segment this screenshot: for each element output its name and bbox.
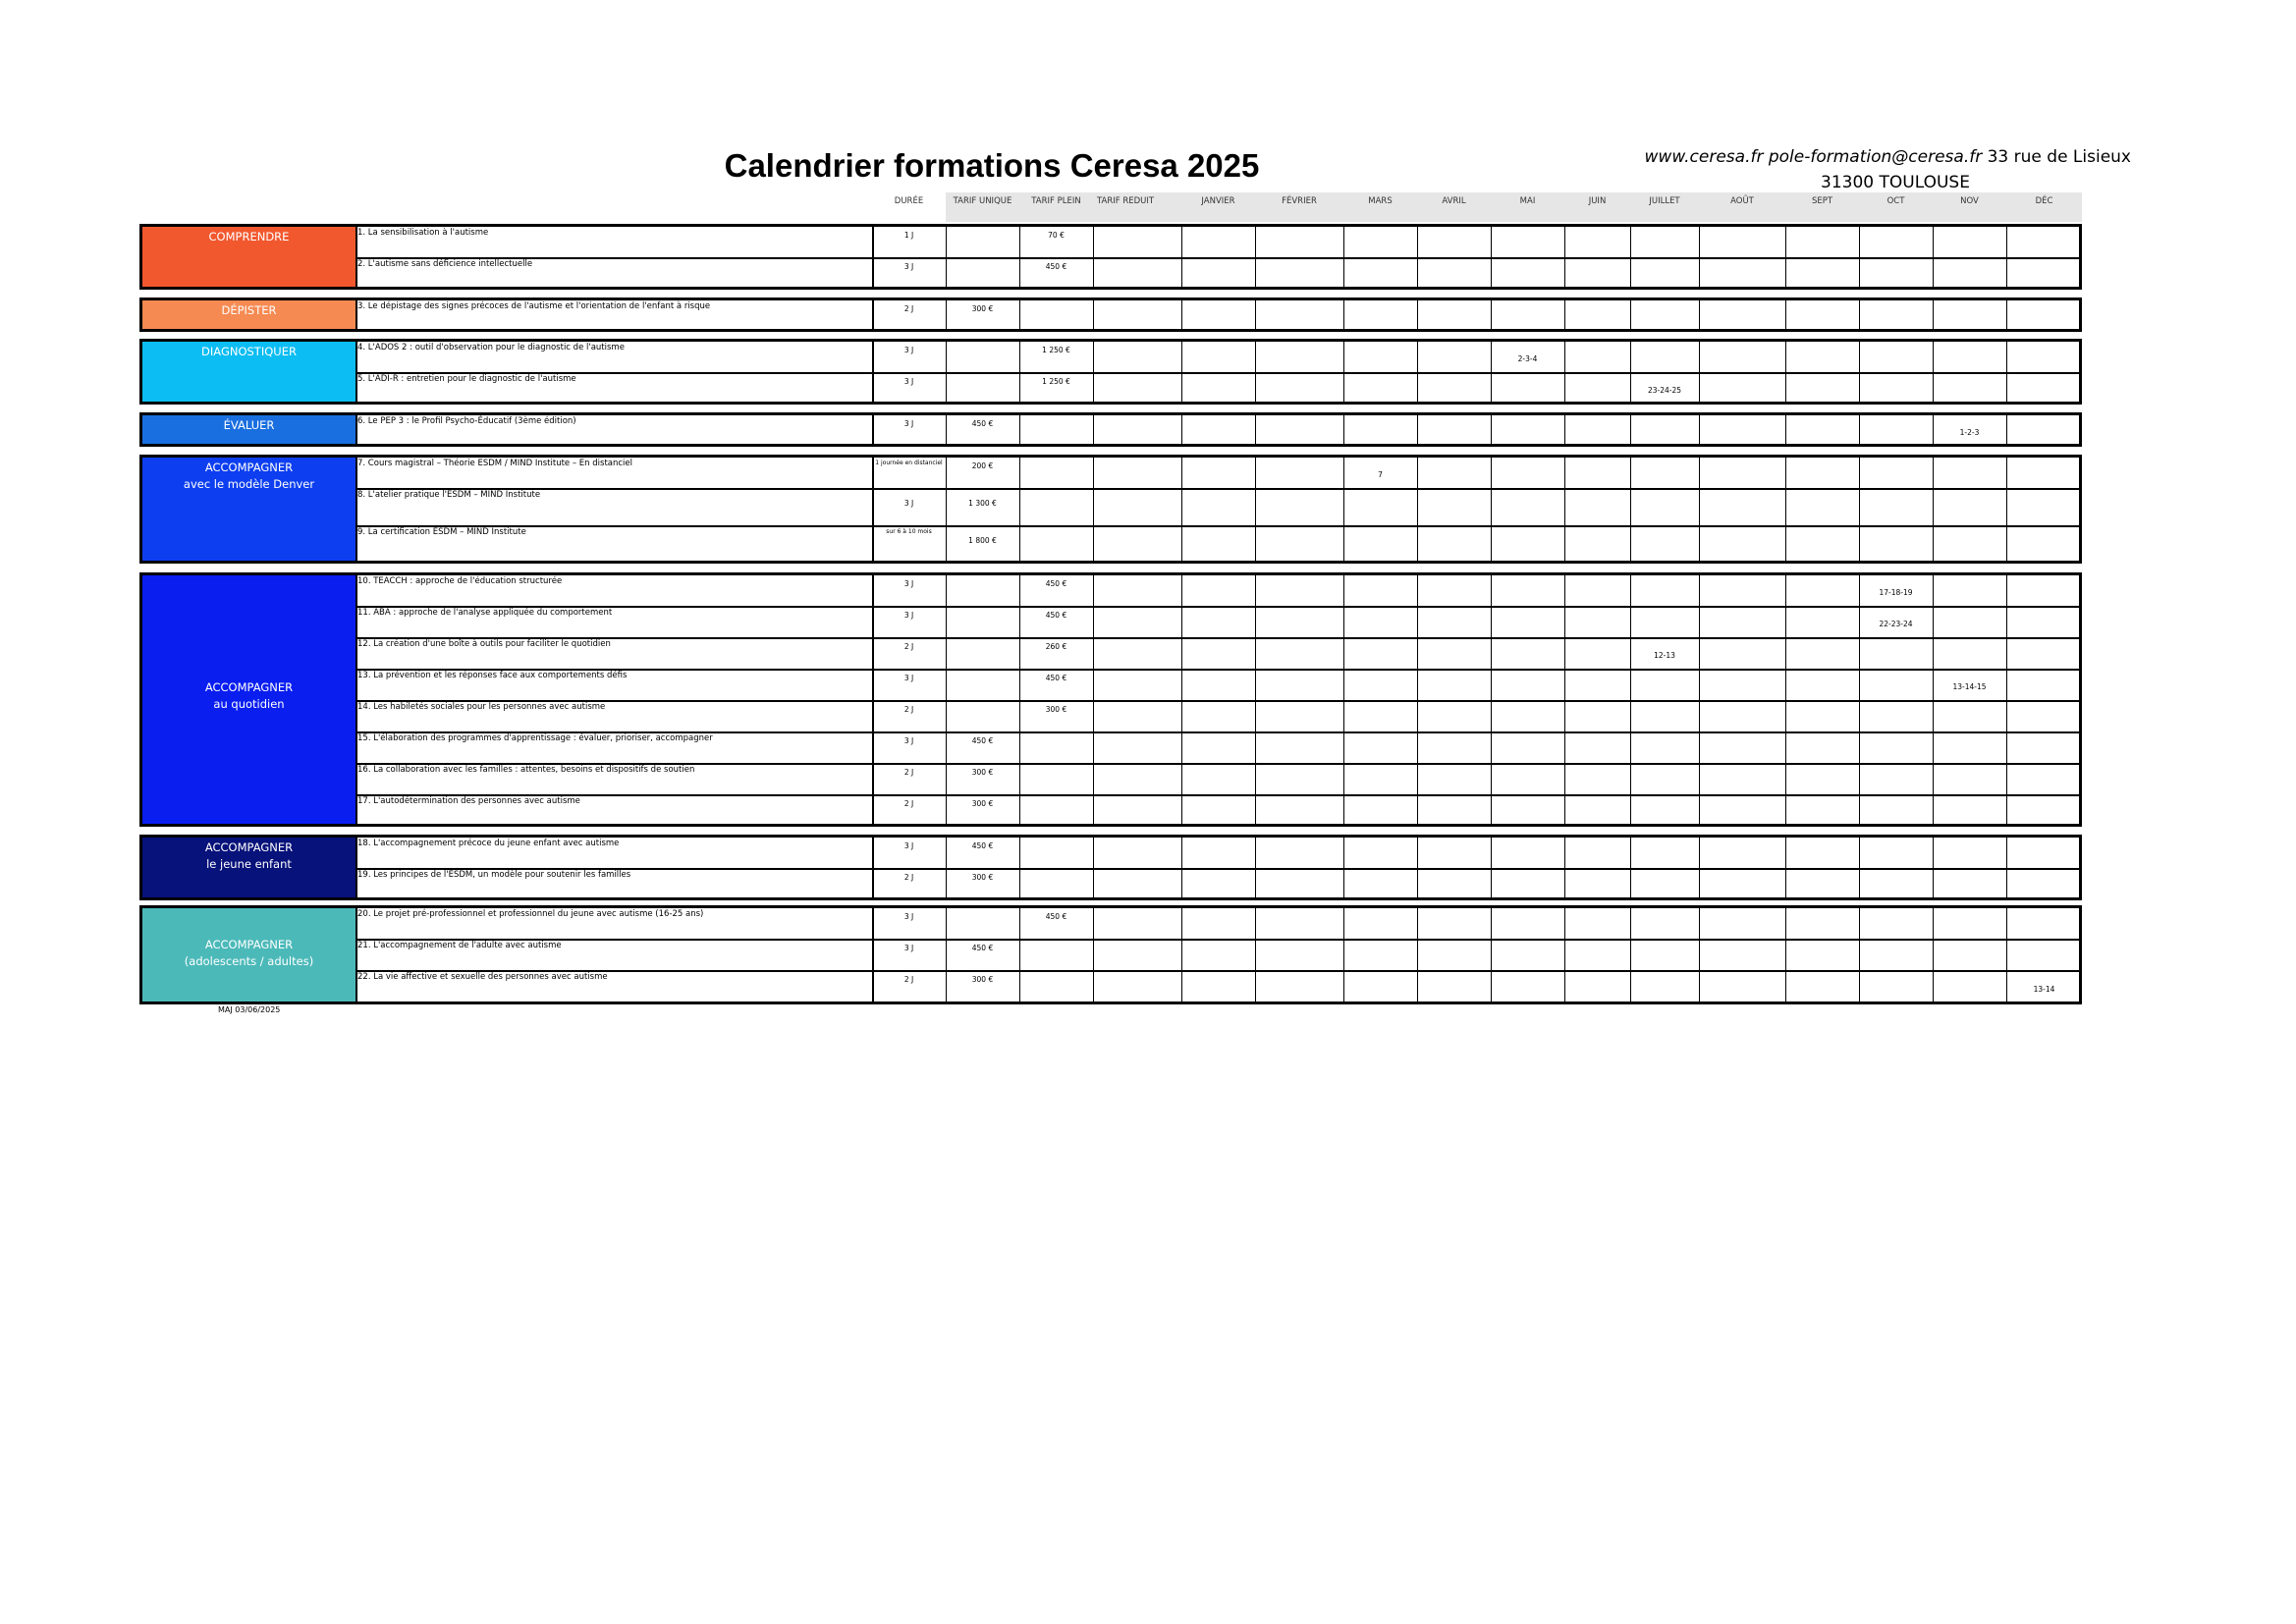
- column-divider: [1417, 298, 1418, 332]
- column-divider: [1785, 412, 1786, 447]
- column-divider: [1343, 905, 1344, 1004]
- row-divider: [355, 700, 2082, 702]
- tarif-plein: 1 250 €: [1042, 346, 1070, 354]
- course-title: 4. L'ADOS 2 : outil d'observation pour le diagnostic de l'autisme: [357, 343, 625, 352]
- column-divider: [1417, 905, 1418, 1004]
- duration: 3 J: [903, 674, 914, 682]
- column-header-month-12: DÉC: [2035, 196, 2053, 206]
- column-divider: [1181, 905, 1182, 1004]
- course-title: 12. La création d'une boîte à outils pour faciliter le quotidien: [357, 639, 611, 649]
- course-title: 3. Le dépistage des signes précoces de l'autisme et l'orientation de l'enfant à risque: [357, 301, 711, 311]
- column-divider: [1255, 455, 1256, 564]
- column-divider: [1343, 298, 1344, 332]
- column-divider: [1417, 412, 1418, 447]
- tarif-plein: 260 €: [1045, 642, 1067, 651]
- tarif-plein: 70 €: [1048, 231, 1065, 240]
- session-dates: 12-13: [1654, 651, 1675, 660]
- duration: 2 J: [903, 642, 914, 651]
- column-divider: [1933, 905, 1934, 1004]
- duration: 2 J: [903, 304, 914, 313]
- duration: 3 J: [903, 499, 914, 508]
- column-divider: [1785, 905, 1786, 1004]
- row-divider: [355, 637, 2082, 639]
- category-label: ÉVALUER: [223, 418, 275, 432]
- column-divider: [1019, 412, 1020, 447]
- tarif-unique: 450 €: [971, 736, 994, 745]
- column-divider: [872, 412, 874, 447]
- column-divider: [1630, 412, 1631, 447]
- column-divider: [1699, 905, 1700, 1004]
- row-divider: [355, 794, 2082, 796]
- column-divider: [1343, 412, 1344, 447]
- column-divider: [1019, 455, 1020, 564]
- course-title: 13. La prévention et les réponses face aux comportements défis: [357, 671, 628, 680]
- update-date: MAJ 03/06/2025: [218, 1005, 281, 1014]
- page-title: Calendrier formations Ceresa 2025: [724, 147, 1260, 184]
- column-divider: [1255, 905, 1256, 1004]
- tarif-plein: 1 250 €: [1042, 377, 1070, 386]
- tarif-plein: 300 €: [1045, 705, 1067, 714]
- course-title: 6. Le PEP 3 : le Profil Psycho-Éducatif (3ème édition): [357, 416, 576, 426]
- category-label: le jeune enfant: [206, 857, 292, 871]
- column-divider: [1093, 298, 1094, 332]
- duration: 2 J: [903, 873, 914, 882]
- column-divider: [1933, 455, 1934, 564]
- email-link[interactable]: pole-formation@ceresa.fr: [1768, 147, 1983, 167]
- column-divider: [2006, 412, 2007, 447]
- category-label: ACCOMPAGNER: [204, 680, 294, 694]
- course-title: 1. La sensibilisation à l'autisme: [357, 228, 489, 238]
- column-divider: [1564, 298, 1565, 332]
- column-divider: [1491, 298, 1492, 332]
- column-divider: [946, 905, 947, 1004]
- tarif-unique: 200 €: [971, 461, 994, 470]
- category-label: COMPRENDRE: [208, 230, 290, 244]
- course-title: 20. Le projet pré-professionnel et professionnel du jeune avec autisme (16-25 ans): [357, 909, 704, 919]
- column-divider: [1181, 298, 1182, 332]
- course-title: 21. L'accompagnement de l'adulte avec autisme: [357, 941, 562, 950]
- address: 33 rue de Lisieux: [1987, 147, 2131, 167]
- session-dates: 1-2-3: [1959, 428, 1980, 437]
- row-divider: [355, 488, 2082, 490]
- column-divider: [1564, 412, 1565, 447]
- course-title: 9. La certification ESDM – MIND Institute: [357, 527, 526, 537]
- session-dates: 13-14-15: [1952, 682, 1987, 691]
- session-dates: 23-24-25: [1647, 386, 1682, 395]
- column-divider: [1699, 455, 1700, 564]
- column-divider: [1255, 412, 1256, 447]
- column-divider: [1785, 298, 1786, 332]
- category-label: (adolescents / adultes): [184, 954, 314, 968]
- column-divider: [1491, 905, 1492, 1004]
- course-title: 10. TEACCH : approche de l'éducation structurée: [357, 576, 563, 586]
- column-divider: [1491, 455, 1492, 564]
- duration: 3 J: [903, 736, 914, 745]
- column-divider: [2006, 455, 2007, 564]
- column-header-month-11: NOV: [1960, 196, 1979, 206]
- column-divider: [1093, 412, 1094, 447]
- column-divider: [1630, 455, 1631, 564]
- category-label: DIAGNOSTIQUER: [201, 345, 297, 358]
- duration: 3 J: [903, 944, 914, 952]
- column-divider: [1417, 455, 1418, 564]
- row-divider: [355, 970, 2082, 972]
- row-divider: [355, 606, 2082, 608]
- row-divider: [355, 372, 2082, 374]
- column-header-month-7: JUILLET: [1649, 196, 1680, 206]
- tarif-unique: 1 300 €: [968, 499, 997, 508]
- row-divider: [355, 939, 2082, 941]
- website-link[interactable]: www.ceresa.fr: [1644, 147, 1764, 167]
- session-dates: 22-23-24: [1879, 620, 1913, 628]
- column-divider: [355, 455, 357, 564]
- column-divider: [1564, 455, 1565, 564]
- column-header-month-3: MARS: [1368, 196, 1393, 206]
- category-label: ACCOMPAGNER: [204, 840, 294, 854]
- column-divider: [1859, 905, 1860, 1004]
- column-divider: [946, 455, 947, 564]
- duration: 3 J: [903, 912, 914, 921]
- tarif-unique: 450 €: [971, 944, 994, 952]
- tarif-unique: 300 €: [971, 768, 994, 777]
- column-divider: [1859, 455, 1860, 564]
- course-title: 19. Les principes de l'ESDM, un modèle pour soutenir les familles: [357, 870, 631, 880]
- tarif-plein: 450 €: [1045, 262, 1067, 271]
- column-divider: [1491, 412, 1492, 447]
- column-header-month-2: FÉVRIER: [1282, 196, 1317, 206]
- column-header-month-4: AVRIL: [1442, 196, 1466, 206]
- course-title: 11. ABA : approche de l'analyse appliquée du comportement: [357, 608, 613, 618]
- column-header-month-1: JANVIER: [1201, 196, 1235, 206]
- city: 31300 TOULOUSE: [1821, 173, 1970, 192]
- column-divider: [1933, 298, 1934, 332]
- tarif-unique: 450 €: [971, 419, 994, 428]
- duration: 3 J: [903, 346, 914, 354]
- column-divider: [872, 455, 874, 564]
- group-frame: [139, 455, 2082, 564]
- row-divider: [355, 525, 2082, 527]
- column-header-tarif-unique: TARIF UNIQUE: [953, 196, 1012, 206]
- category-label: avec le modèle Denver: [183, 477, 315, 491]
- column-header-month-10: OCT: [1886, 196, 1905, 206]
- column-divider: [1859, 412, 1860, 447]
- column-divider: [1699, 298, 1700, 332]
- duration: 3 J: [903, 579, 914, 588]
- column-divider: [1181, 412, 1182, 447]
- category-label: ACCOMPAGNER: [204, 938, 294, 951]
- category-label: au quotidien: [213, 697, 285, 711]
- row-divider: [355, 257, 2082, 259]
- column-header-month-9: SEPT: [1811, 196, 1833, 206]
- column-divider: [1630, 298, 1631, 332]
- column-divider: [1859, 298, 1860, 332]
- column-divider: [1564, 905, 1565, 1004]
- tarif-unique: 300 €: [971, 873, 994, 882]
- column-divider: [355, 905, 357, 1004]
- duration: 3 J: [903, 419, 914, 428]
- duration: 1 J: [903, 231, 914, 240]
- contact-line: [1620, 147, 2131, 167]
- group-frame: [139, 905, 2082, 1004]
- duration: 2 J: [903, 975, 914, 984]
- tarif-unique: 300 €: [971, 975, 994, 984]
- column-divider: [1019, 298, 1020, 332]
- duration: 3 J: [903, 841, 914, 850]
- duration: 2 J: [903, 705, 914, 714]
- session-dates: 2-3-4: [1517, 354, 1538, 363]
- course-title: 16. La collaboration avec les familles : attentes, besoins et dispositifs de soutien: [357, 765, 695, 775]
- column-divider: [1093, 905, 1094, 1004]
- tarif-plein: 450 €: [1045, 674, 1067, 682]
- course-title: 2. L'autisme sans déficience intellectuelle: [357, 259, 533, 269]
- course-title: 8. L'atelier pratique l'ESDM – MIND Institute: [357, 490, 541, 500]
- column-header-month-6: JUIN: [1588, 196, 1607, 206]
- course-title: 17. L'autodétermination des personnes avec autisme: [357, 796, 580, 806]
- course-title: 22. La vie affective et sexuelle des personnes avec autisme: [357, 972, 608, 982]
- category-label: ACCOMPAGNER: [204, 460, 294, 474]
- course-title: 7. Cours magistral – Théorie ESDM / MIND Institute – En distanciel: [357, 459, 632, 468]
- duration: 1 journée en distanciel: [875, 460, 943, 466]
- tarif-unique: 300 €: [971, 304, 994, 313]
- column-divider: [2006, 298, 2007, 332]
- column-divider: [1699, 412, 1700, 447]
- column-divider: [1181, 455, 1182, 564]
- column-divider: [1785, 455, 1786, 564]
- course-title: 18. L'accompagnement précoce du jeune enfant avec autisme: [357, 839, 620, 848]
- column-divider: [872, 298, 874, 332]
- column-divider: [1630, 905, 1631, 1004]
- tarif-plein: 450 €: [1045, 912, 1067, 921]
- duration: sur 6 à 10 mois: [886, 528, 932, 535]
- session-dates: 13-14: [2033, 985, 2055, 994]
- duration: 3 J: [903, 262, 914, 271]
- duration: 2 J: [903, 799, 914, 808]
- column-divider: [1093, 455, 1094, 564]
- session-dates: 7: [1378, 470, 1383, 479]
- duration: 3 J: [903, 611, 914, 620]
- duration: 3 J: [903, 377, 914, 386]
- tarif-unique: 300 €: [971, 799, 994, 808]
- column-header-month-5: MAI: [1519, 196, 1536, 206]
- session-dates: 17-18-19: [1879, 588, 1913, 597]
- column-divider: [946, 412, 947, 447]
- column-header-tarif-plein: TARIF PLEIN: [1031, 196, 1081, 206]
- column-header-month-8: AOÛT: [1730, 196, 1754, 206]
- column-divider: [946, 298, 947, 332]
- duration: 2 J: [903, 768, 914, 777]
- column-header-tarif-reduit: TARIF REDUIT: [1097, 196, 1155, 206]
- tarif-unique: 450 €: [971, 841, 994, 850]
- course-title: 5. L'ADI-R : entretien pour le diagnostic de l'autisme: [357, 374, 576, 384]
- tarif-unique: 1 800 €: [968, 536, 997, 545]
- tarif-plein: 450 €: [1045, 579, 1067, 588]
- column-header-duree: DURÉE: [894, 196, 924, 206]
- tarif-plein: 450 €: [1045, 611, 1067, 620]
- course-title: 15. L'élaboration des programmes d'apprentissage : évaluer, prioriser, accompagner: [357, 733, 713, 743]
- category-label: DÉPISTER: [221, 303, 277, 317]
- course-title: 14. Les habiletés sociales pour les personnes avec autisme: [357, 702, 606, 712]
- column-divider: [1255, 298, 1256, 332]
